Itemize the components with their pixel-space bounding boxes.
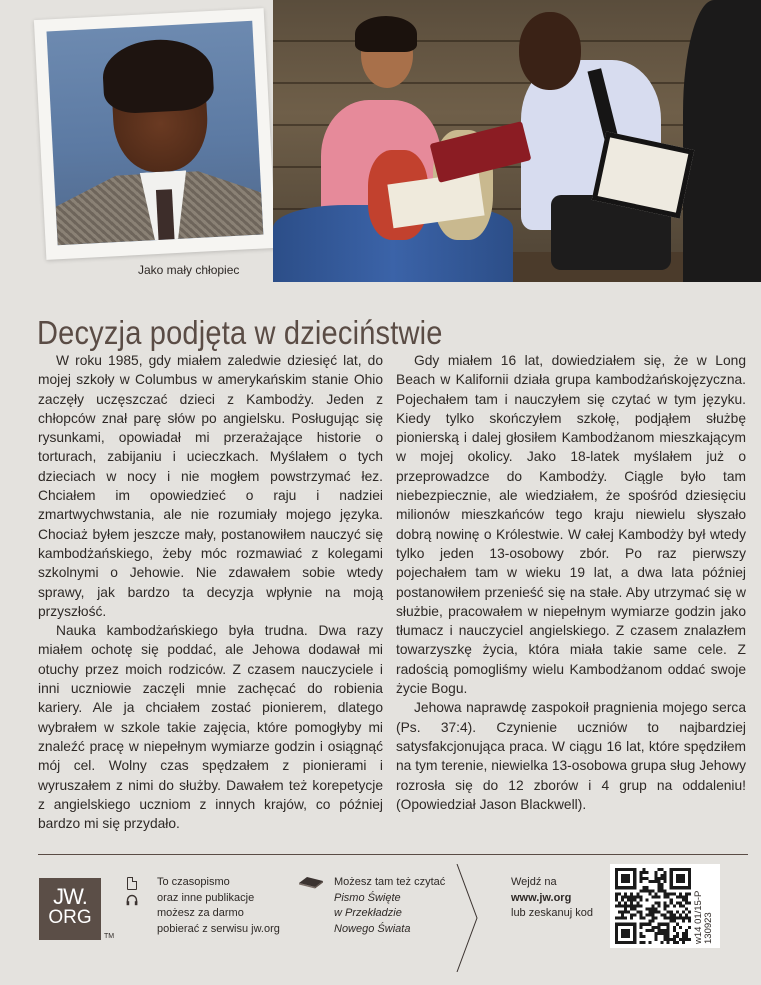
- qr-module: [642, 889, 645, 892]
- qr-module: [636, 901, 639, 904]
- qr-module: [655, 908, 658, 911]
- qr-module: [664, 901, 667, 904]
- qr-module: [679, 914, 682, 917]
- article-title: Decyzja podjęta w dzieciństwie: [37, 314, 443, 352]
- qr-module: [642, 935, 645, 938]
- qr-module: [661, 886, 664, 889]
- qr-module: [679, 895, 682, 898]
- qr-module: [621, 898, 624, 901]
- qr-module: [667, 904, 670, 907]
- woman-hair: [355, 16, 417, 52]
- qr-module: [679, 901, 682, 904]
- qr-module: [664, 889, 667, 892]
- qr-module: [621, 914, 624, 917]
- qr-module: [673, 904, 676, 907]
- qr-module: [670, 920, 673, 923]
- qr-module: [682, 911, 685, 914]
- paragraph: Nauka kambodżańskiego była trudna. Dwa razy miałem ochotę się poddać, ale Jehowa dodawał mi otuchy przez moich rodziców. Z czasem nauczyciele i inni uczniowie zaczęli mnie zachęcać do robienia kariery. Ale ja chciałem zostać pionierem, dlatego wybrałem w szkole takie zajęcia, które pomogłyby mi znaleźć pracę w niepełnym wymiarze godzin i osiągnąć mój cel. Wolny czas spędzałem z pionierami i wyruszałem z nimi do służby. Dawałem też korepetycje z angielskiego uczniom z innych krajów, co później bardzo mi się przydało.: [38, 623, 383, 832]
- qr-module: [664, 877, 667, 880]
- qr-module: [633, 914, 636, 917]
- qr-module: [676, 923, 679, 926]
- qr-module: [670, 914, 673, 917]
- qr-module: [633, 904, 636, 907]
- qr-module: [655, 892, 658, 895]
- issue-code-line: w14 01/15-P: [693, 890, 704, 944]
- bible-line: Możesz tam też czytać: [334, 876, 446, 888]
- qr-module: [655, 932, 658, 935]
- qr-module: [633, 895, 636, 898]
- visit-line: lub zeskanuj kod: [511, 907, 593, 919]
- qr-module: [664, 892, 667, 895]
- qr-module: [648, 880, 651, 883]
- qr-module: [682, 935, 685, 938]
- qr-module: [639, 941, 642, 944]
- qr-module: [648, 911, 651, 914]
- download-line: oraz inne publikacje: [157, 891, 255, 904]
- qr-module: [682, 895, 685, 898]
- qr-module: [682, 904, 685, 907]
- qr-module: [645, 898, 648, 901]
- qr-module: [645, 877, 648, 880]
- qr-module: [651, 917, 654, 920]
- qr-module: [667, 929, 670, 932]
- qr-module: [679, 892, 682, 895]
- qr-module: [655, 935, 658, 938]
- qr-module: [664, 938, 667, 941]
- qr-module: [688, 926, 691, 929]
- qr-module: [630, 892, 633, 895]
- qr-module: [655, 901, 658, 904]
- qr-module: [639, 911, 642, 914]
- qr-module: [655, 938, 658, 941]
- woman-in-black: [683, 0, 761, 282]
- qr-module: [670, 938, 673, 941]
- qr-module: [636, 895, 639, 898]
- qr-module: [682, 920, 685, 923]
- qr-module: [621, 911, 624, 914]
- bible-info: [334, 875, 445, 937]
- qr-module: [645, 908, 648, 911]
- qr-module: [676, 941, 679, 944]
- portrait-hair: [101, 37, 215, 115]
- man-head: [519, 12, 581, 90]
- qr-module: [658, 883, 661, 886]
- qr-module: [667, 917, 670, 920]
- logo-line2: ORG: [48, 907, 92, 928]
- paragraph: Gdy miałem 16 lat, dowiedziałem się, że w Long Beach w Kalifornii działa grupa kambodżańskojęzyczna. Pojechałem tam i nauczyłem się czytać w tym języku. Kiedy tylko skończyłem szkołę, podjąłem służbę pionierską i dalej głosiłem Kambodżanom mieszkającym w mojej okolicy. Jako 18-latek myślałem już o przeprowadzce do Kambodży. Ciągle było tam niebezpiecznie, ale wiedziałem, że spośród dziesięciu milionów mieszkańców tego kraju niewielu słyszało dobrą nowinę o Królestwie. W całej Kambodży był wtedy tylko jeden 13-osobowy zbór. Po raz pierwszy pojechałem tam w wieku 19 lat, a dwa lata później postanowiłem przenieść się na stałe. Aby utrzymać się w służbie, pracowałem w niepełnym wymiarze godzin jako tłumacz i nauczyciel angielskiego. Z czasem znalazłem towarzyszkę życia, która miała takie same cele. Z radością pomogliśmy wielu Kambodżanom oddać swoje życie Bogu.: [396, 353, 746, 697]
- qr-module: [655, 880, 658, 883]
- qr-module: [688, 917, 691, 920]
- qr-module: [658, 889, 661, 892]
- qr-module: [645, 914, 648, 917]
- qr-module: [651, 904, 654, 907]
- qr-module: [685, 908, 688, 911]
- qr-module: [661, 932, 664, 935]
- qr-module: [661, 914, 664, 917]
- qr-module: [673, 935, 676, 938]
- qr-module: [651, 889, 654, 892]
- book-icon: [297, 875, 325, 889]
- qr-module: [658, 868, 661, 871]
- qr-module: [670, 911, 673, 914]
- qr-module: [639, 926, 642, 929]
- trademark: TM: [104, 933, 115, 940]
- bible-title-line: Nowego Świata: [334, 922, 411, 935]
- jw-org-logo[interactable]: [39, 878, 101, 940]
- qr-module: [645, 871, 648, 874]
- qr-module: [636, 904, 639, 907]
- qr-module: [685, 901, 688, 904]
- bible-title-line: w Przekładzie: [334, 907, 402, 919]
- qr-module: [645, 889, 648, 892]
- article-column-left: [38, 351, 383, 833]
- qr-module: [667, 938, 670, 941]
- qr-module: [661, 929, 664, 932]
- qr-module: [648, 914, 651, 917]
- qr-module: [624, 911, 627, 914]
- headphones-icon: [126, 894, 138, 906]
- qr-module: [621, 917, 624, 920]
- qr-module: [630, 914, 633, 917]
- qr-module: [682, 898, 685, 901]
- qr-module: [667, 892, 670, 895]
- qr-module: [621, 929, 630, 938]
- qr-module: [651, 911, 654, 914]
- qr-module: [627, 895, 630, 898]
- qr-module: [679, 917, 682, 920]
- qr-module: [685, 938, 688, 941]
- qr-module: [658, 904, 661, 907]
- qr-code[interactable]: [615, 868, 691, 944]
- qr-module: [630, 895, 633, 898]
- qr-module: [658, 895, 661, 898]
- qr-module: [661, 874, 664, 877]
- qr-module: [658, 923, 661, 926]
- qr-module: [667, 932, 670, 935]
- qr-module: [655, 895, 658, 898]
- qr-module: [673, 917, 676, 920]
- qr-module: [624, 892, 627, 895]
- qr-module: [639, 904, 642, 907]
- qr-module: [642, 868, 645, 871]
- qr-module: [661, 868, 664, 871]
- qr-module: [651, 926, 654, 929]
- qr-module: [661, 941, 664, 944]
- qr-module: [673, 941, 676, 944]
- qr-module: [651, 929, 654, 932]
- qr-module: [667, 923, 670, 926]
- qr-module: [655, 874, 658, 877]
- qr-module: [618, 911, 621, 914]
- download-line: możesz za darmo: [157, 907, 244, 919]
- issue-code: [694, 891, 714, 944]
- qr-module: [679, 904, 682, 907]
- qr-module: [685, 898, 688, 901]
- qr-module: [639, 914, 642, 917]
- paragraph: Jehowa naprawdę zaspokoił pragnienia mojego serca (Ps. 37:4). Czynienie uczniów to najbardziej satysfakcjonująca praca. W ciągu 16 lat, które spędziłem na tym terenie, niewielka 13-osobowa grupa sług Jehowy rozrosła się do 12 zborów i 4 grup na oddaleniu! (Opowiedział Jason Blackwell).: [396, 700, 746, 812]
- qr-module: [624, 904, 627, 907]
- qr-module: [676, 901, 679, 904]
- qr-module: [618, 901, 621, 904]
- qr-module: [645, 929, 648, 932]
- qr-module: [639, 932, 642, 935]
- qr-module: [648, 929, 651, 932]
- qr-module: [630, 917, 633, 920]
- qr-module: [639, 895, 642, 898]
- qr-module: [682, 938, 685, 941]
- qr-module: [673, 929, 676, 932]
- issue-code-line: 130923: [703, 912, 714, 944]
- qr-module: [685, 895, 688, 898]
- qr-module: [685, 932, 688, 935]
- qr-module: [621, 895, 624, 898]
- qr-module: [615, 892, 618, 895]
- qr-module: [688, 911, 691, 914]
- qr-module: [664, 935, 667, 938]
- download-line: To czasopismo: [157, 876, 230, 888]
- qr-module: [615, 895, 618, 898]
- qr-module: [627, 898, 630, 901]
- qr-module: [685, 935, 688, 938]
- qr-module: [642, 917, 645, 920]
- qr-module: [673, 892, 676, 895]
- qr-module: [670, 898, 673, 901]
- article-column-right: [396, 351, 746, 814]
- qr-module: [655, 871, 658, 874]
- qr-module: [664, 895, 667, 898]
- qr-module: [682, 932, 685, 935]
- qr-module: [664, 914, 667, 917]
- qr-module: [655, 926, 658, 929]
- qr-module: [615, 898, 618, 901]
- chevron-divider-icon: [455, 864, 479, 972]
- qr-module: [658, 877, 661, 880]
- childhood-photo: [34, 8, 276, 260]
- qr-module: [688, 920, 691, 923]
- visit-line: Wejdź na: [511, 876, 557, 888]
- qr-module: [676, 895, 679, 898]
- qr-module: [670, 901, 673, 904]
- qr-module: [648, 892, 651, 895]
- qr-module: [661, 877, 664, 880]
- qr-module: [651, 908, 654, 911]
- document-icon: [127, 877, 137, 890]
- qr-module: [664, 929, 667, 932]
- qr-module: [624, 908, 627, 911]
- qr-module: [676, 917, 679, 920]
- qr-module: [618, 892, 621, 895]
- qr-module: [673, 926, 676, 929]
- qr-module: [655, 911, 658, 914]
- qr-module: [636, 911, 639, 914]
- qr-module: [664, 923, 667, 926]
- qr-module: [676, 911, 679, 914]
- qr-module: [642, 871, 645, 874]
- qr-module: [658, 886, 661, 889]
- qr-module: [673, 920, 676, 923]
- portrait-tie: [156, 189, 175, 240]
- logo-line1: JW.: [53, 884, 87, 909]
- qr-module: [664, 874, 667, 877]
- qr-module: [618, 917, 621, 920]
- qr-module: [658, 929, 661, 932]
- qr-module: [642, 877, 645, 880]
- qr-module: [688, 901, 691, 904]
- qr-module: [685, 892, 688, 895]
- qr-module: [682, 917, 685, 920]
- qr-module: [648, 923, 651, 926]
- qr-module: [639, 923, 642, 926]
- qr-module: [670, 892, 673, 895]
- qr-module: [642, 941, 645, 944]
- qr-module: [624, 917, 627, 920]
- qr-module: [661, 923, 664, 926]
- qr-module: [667, 926, 670, 929]
- qr-module: [679, 938, 682, 941]
- qr-module: [664, 880, 667, 883]
- bible-title-line: Pismo Święte: [334, 891, 401, 904]
- qr-module: [670, 917, 673, 920]
- qr-module: [639, 874, 642, 877]
- qr-module: [664, 917, 667, 920]
- qr-module: [651, 895, 654, 898]
- qr-module: [685, 929, 688, 932]
- qr-module: [639, 898, 642, 901]
- qr-module: [639, 877, 642, 880]
- qr-module: [615, 917, 618, 920]
- qr-module: [667, 911, 670, 914]
- qr-module: [627, 904, 630, 907]
- qr-module: [673, 914, 676, 917]
- qr-module: [658, 926, 661, 929]
- qr-module: [639, 889, 642, 892]
- qr-module: [615, 904, 618, 907]
- footer-divider: [38, 854, 748, 855]
- qr-module: [676, 932, 679, 935]
- qr-module: [648, 889, 651, 892]
- download-info: [157, 875, 280, 937]
- qr-module: [664, 932, 667, 935]
- qr-module: [676, 935, 679, 938]
- qr-module: [642, 886, 645, 889]
- qr-module: [661, 889, 664, 892]
- ministry-photo: [273, 0, 761, 282]
- qr-module: [645, 923, 648, 926]
- qr-module: [658, 911, 661, 914]
- photo-caption: Jako mały chłopiec: [138, 263, 240, 277]
- qr-module: [627, 911, 630, 914]
- qr-module: [618, 904, 621, 907]
- qr-module: [648, 908, 651, 911]
- qr-module: [651, 914, 654, 917]
- qr-module: [651, 920, 654, 923]
- qr-module: [658, 901, 661, 904]
- qr-module: [639, 871, 642, 874]
- qr-module: [630, 898, 633, 901]
- qr-module: [642, 923, 645, 926]
- qr-module: [658, 880, 661, 883]
- qr-module: [624, 901, 627, 904]
- qr-module: [667, 935, 670, 938]
- qr-module: [688, 892, 691, 895]
- qr-module: [633, 908, 636, 911]
- qr-module: [679, 926, 682, 929]
- qr-module: [645, 886, 648, 889]
- qr-module: [630, 908, 633, 911]
- qr-module: [664, 904, 667, 907]
- qr-module: [685, 917, 688, 920]
- qr-module: [685, 914, 688, 917]
- visit-info: [511, 875, 593, 922]
- qr-module: [639, 935, 642, 938]
- qr-module: [664, 871, 667, 874]
- qr-module: [621, 904, 624, 907]
- qr-module: [661, 883, 664, 886]
- qr-module: [655, 917, 658, 920]
- qr-module: [636, 892, 639, 895]
- qr-module: [621, 874, 630, 883]
- qr-module: [658, 932, 661, 935]
- qr-module: [688, 938, 691, 941]
- paragraph: W roku 1985, gdy miałem zaledwie dziesięć lat, do mojej szkoły w Columbus w amerykańskim stanie Ohio zaczęły uczęszczać dzieci z Kambodży. Jeden z chłopców znał parę słów po angielsku. Posługując się rysunkami, opowiadał mi przerażające historie o torturach, zabijaniu i ucieczkach. Myślałem o tych dzieciach w nocy i nie mogłem powstrzymać łez. Chciałem im opowiedzieć o raju i nadziei zmartwychwstania, ale nie rozumiały mojego języka. Chociaż byłem jeszcze mały, postanowiłem nauczyć się kambodżańskiego, żeby móc rozmawiać z kolegami szkolnymi o Jehowie. Nie zdawałem sobie wtedy sprawy, jak bardzo ta decyzja wpłynie na moją przyszłość.: [38, 353, 383, 619]
- qr-module: [676, 874, 685, 883]
- download-line: pobierać z serwisu jw.org: [157, 922, 280, 935]
- qr-module: [682, 941, 685, 944]
- qr-module: [667, 941, 670, 944]
- qr-module: [664, 908, 667, 911]
- qr-module: [648, 920, 651, 923]
- website-link[interactable]: www.jw.org: [511, 891, 572, 904]
- qr-module: [667, 895, 670, 898]
- qr-module: [639, 917, 642, 920]
- childhood-portrait: [46, 21, 263, 245]
- qr-module: [630, 901, 633, 904]
- qr-module: [639, 880, 642, 883]
- qr-module: [655, 877, 658, 880]
- qr-module: [624, 895, 627, 898]
- wall-plank: [273, 40, 761, 42]
- qr-module: [630, 904, 633, 907]
- qr-module: [673, 938, 676, 941]
- qr-module: [648, 941, 651, 944]
- qr-code-panel[interactable]: [610, 864, 720, 948]
- qr-module: [633, 898, 636, 901]
- qr-module: [651, 880, 654, 883]
